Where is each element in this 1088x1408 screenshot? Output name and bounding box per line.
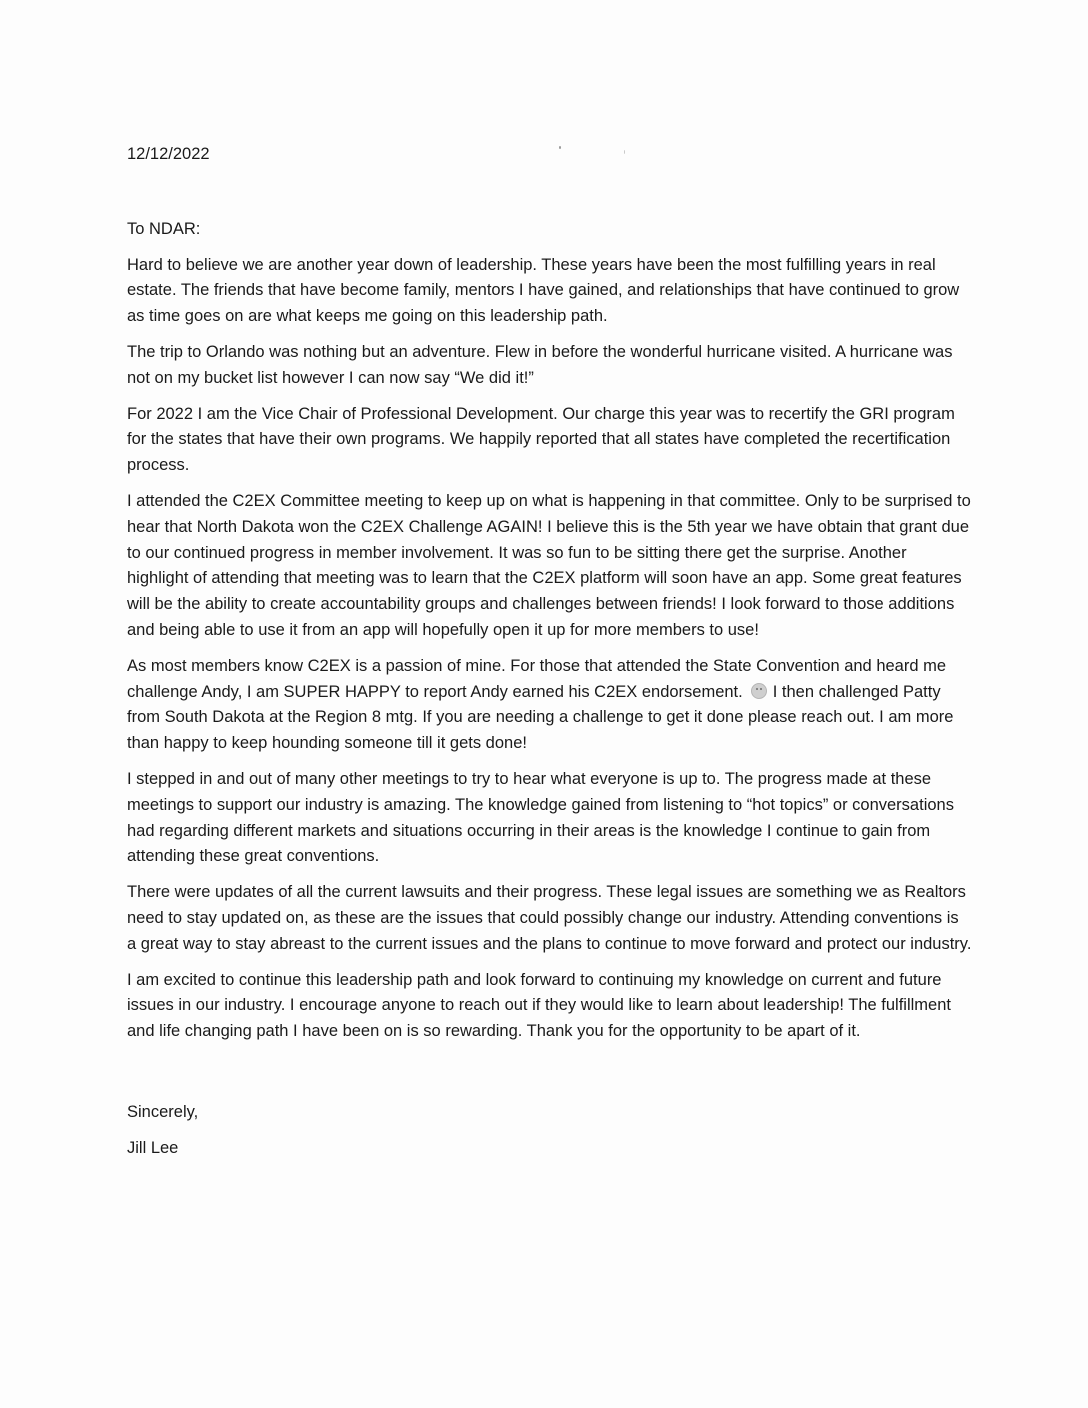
smiley-face-icon: [751, 683, 767, 699]
paragraph-other-meetings: I stepped in and out of many other meetings to try to hear what everyone is up to. The progress made at these meetings to support our industry is amazing. The knowledge gained from listening to “hot topics” or conversations had regarding different markets and situations occurring in their areas is the knowledge I continue to gain from attending these great conventions.: [127, 769, 954, 866]
paragraph-c2ex-passion: [127, 654, 972, 757]
paragraph-c2ex-committee: I attended the C2EX Committee meeting to keep up on what is happening in that committee. Only to be surprised to hear that North Dakota won the C2EX Challenge AGAIN! I believe this is the 5th year we have obtain that grant due to our continued progress in member involvement. It was so fun to be sitting there get the surprise. Another highlight of attending that meeting was to learn that the C2EX platform will soon have an app. Some great features will be the ability to create accountability groups and challenges between friends! I look forward to those additions and being able to use it from an app will hopefully open it up for more members to use!: [127, 491, 971, 639]
paragraph-c2ex-passion-text-2: I then challenged Patty from South Dakota at the Region 8 mtg. If you are needing a challenge to get it done please reach out. I am more than happy to keep hounding someone till it gets done!: [127, 682, 954, 753]
paragraph-professional-development: For 2022 I am the Vice Chair of Professional Development. Our charge this year was to recertify the GRI program for the states that have their own programs. We happily reported that all states have completed the recertification process.: [127, 404, 955, 475]
paragraph-closing-thoughts: I am excited to continue this leadership path and look forward to continuing my knowledge on current and future issues in our industry. I encourage anyone to reach out if they would like to learn about leadership! The fulfillment and life changing path I have been on is so rewarding. Thank you for the opportunity to be apart of it.: [127, 970, 951, 1041]
paragraph-c2ex-passion-text-1: As most members know C2EX is a passion of mine. For those that attended the State Convention and heard me challenge Andy, I am SUPER HAPPY to report Andy earned his C2EX endorsement.: [127, 656, 947, 701]
letter-date: 12/12/2022: [127, 145, 210, 163]
letter-salutation: To NDAR:: [127, 219, 201, 238]
letter-signature: Jill Lee: [127, 1138, 179, 1157]
letter-body: [127, 142, 972, 1162]
paragraph-leadership-year: Hard to believe we are another year down of leadership. These years have been the most fulfilling years in real estate. The friends that have become family, mentors I have gained, and relationships that have continued to grow as time goes on are what keeps me going on this leadership path.: [127, 255, 960, 326]
paragraph-lawsuits: There were updates of all the current lawsuits and their progress. These legal issues are something we as Realtors need to stay updated on, as these are the issues that could possibly change our industry. Attending conventions is a great way to stay abreast to the current issues and the plans to continue to move forward and protect our industry.: [127, 883, 972, 953]
letter-closing: Sincerely,: [127, 1102, 199, 1121]
paragraph-orlando-trip: The trip to Orlando was nothing but an adventure. Flew in before the wonderful hurricane visited. A hurricane was not on my bucket list however I can now say “We did it!”: [127, 342, 953, 387]
